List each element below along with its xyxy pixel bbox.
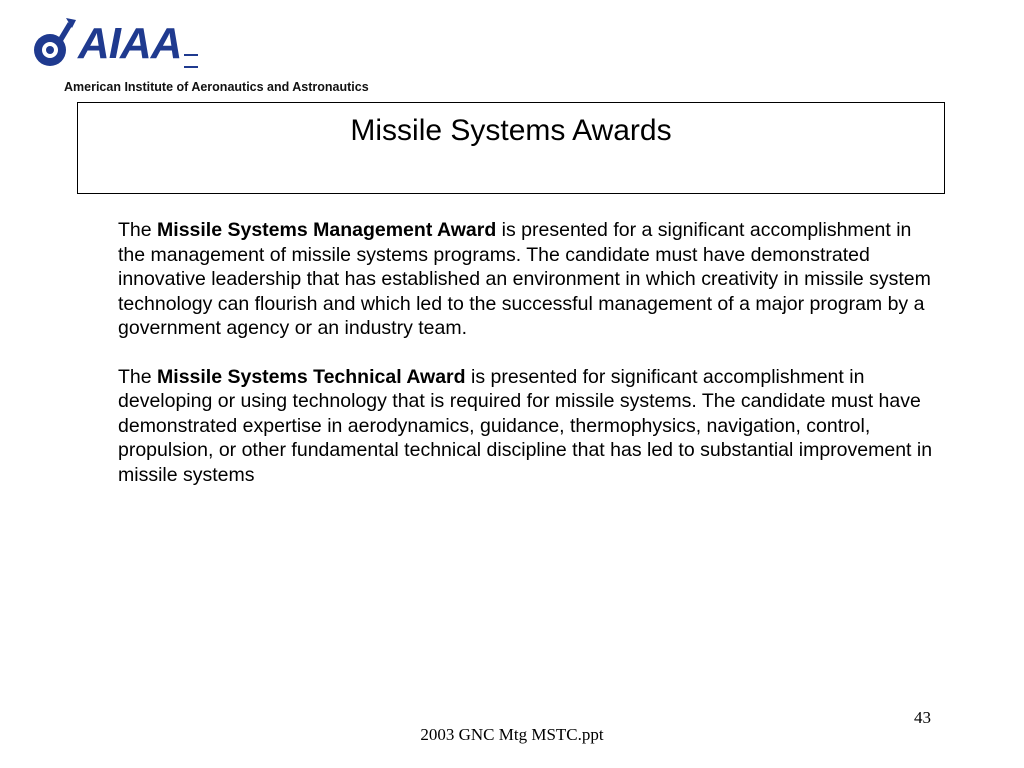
paragraph-technical-award: [118, 365, 938, 488]
paragraph-management-award: [118, 218, 938, 341]
title-box: [77, 102, 945, 194]
logo-speed-lines: [184, 54, 198, 68]
page-number: 43: [914, 708, 931, 727]
logo-wordmark: AIAA: [78, 19, 182, 68]
slide-body: [118, 218, 938, 511]
slide-title: Missile Systems Awards: [350, 114, 672, 147]
paragraph-text: is presented for significant accomplishment in developing or using technology that is required for missile systems. The candidate must have demonstrated expertise in aerodynamics, guidance, thermophysics, navigation, control, propulsion, or other fundamental technical discipline that has led to substantial improvement in missile systems: [118, 365, 933, 486]
award-name: Missile Systems Management Award: [157, 219, 497, 241]
footer-filename: 2003 GNC Mtg MSTC.ppt: [420, 725, 604, 744]
aiaa-emblem-icon: [30, 16, 80, 72]
aiaa-logo: [30, 16, 390, 98]
paragraph-text: is presented for a significant accomplishment in the management of missile systems programs. The candidate must have demonstrated innovative leadership that has established an environment in which creativity in missile system technology can flourish and which led to the successful management of a major program by a government agency or an industry team.: [118, 219, 931, 339]
paragraph-prefix: The: [118, 365, 158, 388]
award-name: Missile Systems Technical Award: [157, 365, 466, 388]
paragraph-prefix: The: [118, 219, 158, 241]
logo-caption: American Institute of Aeronautics and Astronautics: [64, 80, 369, 94]
